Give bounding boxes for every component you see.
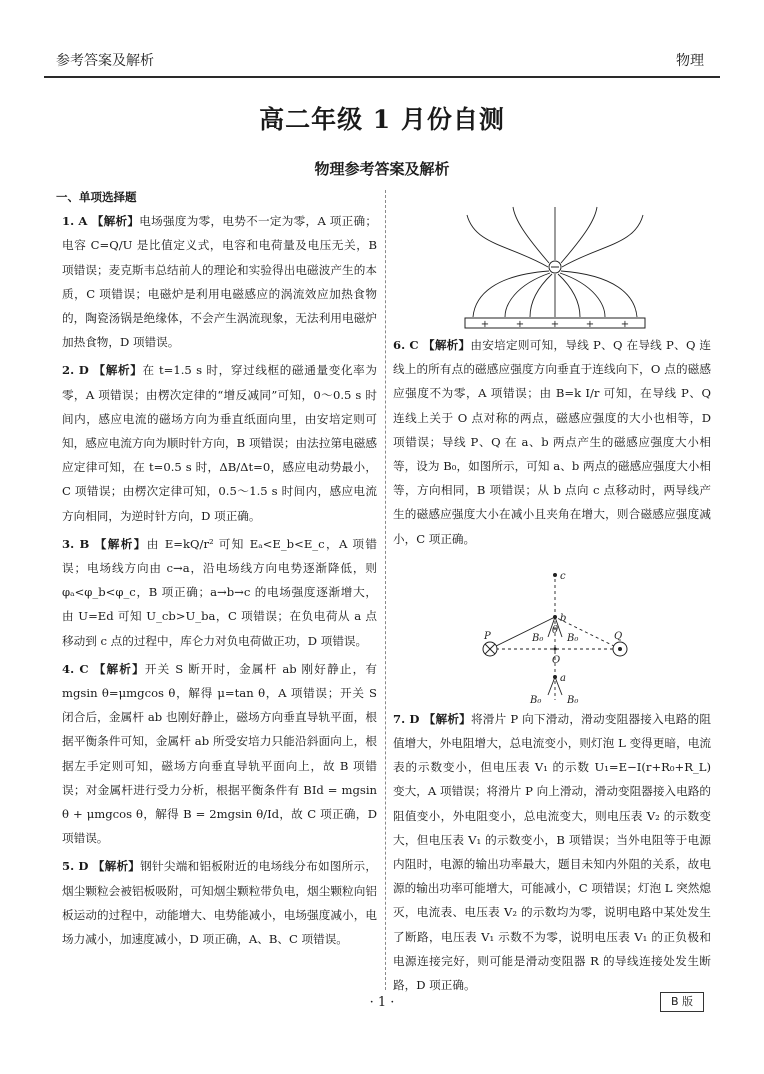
plus-sign: + xyxy=(620,319,630,330)
point-o xyxy=(553,647,556,650)
label-b: b xyxy=(560,613,567,624)
field-line xyxy=(561,207,597,263)
header-left-label: 参考答案及解析 xyxy=(56,53,154,69)
answer-text: 由安培定则可知，导线 P、Q 在导线 P、Q 连线上的所有点的磁感应强度方向垂直于连线向下，O 点的磁感应强度不为零，A 项错误；由 B=k I/r 可知，在导线 P、Q 连线上关于 O 点对称的两点，磁感应强度的大小也相等，D 项错误；导线 P、Q 在 a、b 两点产生的磁感应强度大小相等，设为 B₀，如图所示，可知 a、b 两点的磁感应强度大小相等，方向相同，B 项错误；从 b 点向 c 点移动时，两导线产生的磁感应强度大小在减小且夹角在增大，则合磁感应强度减小，C 项正确。 xyxy=(393,338,711,546)
answer-text: 由 E=kQ/r² 可知 Eₐ<E_b<E_c，A 项错误；电场线方向由 c→a，沿电场线方向电势逐渐降低，则 φₐ<φ_b<φ_c，B 项正确；a→b→c 的电场强度逐渐增大，由 U=Ed 可知 U_cb>U_ba，C 项错误；在负电荷从 a 点移动到 c 点的过程中，库仑力对负电荷做正功，D 项错误。 xyxy=(62,536,378,648)
answer-item-1 xyxy=(62,209,377,354)
a-vector-left xyxy=(548,677,555,695)
magnetic-field-figure xyxy=(470,565,640,705)
label-b0-left: B₀ xyxy=(532,633,544,644)
version-badge: B 版 xyxy=(660,992,704,1012)
label-b0-a-left: B₀ xyxy=(530,695,542,705)
answer-item-2 xyxy=(62,358,377,527)
answer-head: 1. A 【解析】 xyxy=(62,214,140,229)
plus-sign: + xyxy=(550,319,560,330)
answer-text: 在 t=1.5 s 时，穿过线框的磁通量变化率为零，A 项错误；由楞次定律的“增反减同”可知，0～0.5 s 时间内，感应电流的磁场方向为垂直纸面向里，由安培定则可知，感应电流方向为顺时针方向，B 项错误；由法拉第电磁感应定律可知，在 t=0.5 s 时，ΔB/Δt=0，感应电动势最小，C 项错误；由楞次定律可知，0.5～1.5 s 时间内，感应电流方向相同，为逆时针方向，D 项正确。 xyxy=(62,363,377,523)
answer-head: 3. B 【解析】 xyxy=(62,536,147,551)
answer-text: 电场强度为零，电势不一定为零，A 项正确；电容 C=Q/U 是比值定义式，电容和电荷量及电压无关，B 项错误；麦克斯韦总结前人的理论和实验得出电磁波产生的本质，C 项错误；电磁炉是利用电磁感应的涡流效应加热食物的，陶瓷汤锅是绝缘体，不会产生涡流现象，无法利用电磁炉加热食物，D 项错误。 xyxy=(62,214,378,350)
answer-item-4 xyxy=(62,657,377,851)
page-header xyxy=(44,40,720,78)
answer-item-5 xyxy=(62,854,377,951)
answer-text: 开关 S 断开时，金属杆 ab 刚好静止，有 mgsin θ=μmgcos θ，解得 μ=tan θ，A 项错误；开关 S 闭合后，金属杆 ab 也刚好静止，磁场方向垂直导轨平面，根据平衡条件可知，金属杆 ab 所受安培力只能沿斜面向上，根据左手定则可知，磁场方向垂直导轨平面向上，故 B 项错误；对金属杆进行受力分析，根据平衡条件有 BId = mgsin θ + μmgcos θ，解得 B = 2mgsin θ/Id，故 C 项正确，D 项错误。 xyxy=(62,661,377,846)
left-column xyxy=(56,185,378,951)
answer-head: 2. D 【解析】 xyxy=(62,363,143,378)
label-q: Q xyxy=(614,631,623,642)
point-b xyxy=(553,615,557,619)
plus-sign: + xyxy=(480,319,490,330)
page-subtitle: 物理参考答案及解析 xyxy=(314,160,450,178)
label-p: P xyxy=(484,631,491,642)
section-heading: 一、单项选择题 xyxy=(56,190,137,204)
label-b0-a-right: B₀ xyxy=(567,695,579,705)
answer-item-6 xyxy=(393,333,711,551)
field-line xyxy=(560,273,605,317)
point-a xyxy=(553,675,557,679)
plus-sign: + xyxy=(585,319,595,330)
answer-text: 钢针尖端和铝板附近的电场线分布如图所示，烟尘颗粒会被铝板吸附，可知烟尘颗粒带负电，烟尘颗粒向铝板运动的过程中，动能增大、电势能减小，电场强度减小，电场力减小，加速度减小，D 项正确，A、B、C 项错误。 xyxy=(62,859,377,947)
answer-head: 4. C 【解析】 xyxy=(62,661,145,676)
page-title: 高二年级 1 月份自测 xyxy=(259,105,505,134)
label-c: c xyxy=(560,571,566,582)
answer-head: 6. C 【解析】 xyxy=(393,338,471,352)
label-b0-right: B₀ xyxy=(567,633,579,644)
p-to-b xyxy=(490,617,555,649)
label-a: a xyxy=(560,673,566,684)
label-o: O xyxy=(552,655,561,666)
field-line xyxy=(513,207,549,263)
header-subject-label: 物理 xyxy=(676,53,704,69)
answer-head: 5. D 【解析】 xyxy=(62,859,141,874)
answer-head: 7. D 【解析】 xyxy=(393,711,471,726)
field-line xyxy=(562,215,643,267)
answer-item-3 xyxy=(62,532,377,653)
point-c xyxy=(553,573,557,577)
electric-field-figure xyxy=(455,205,655,335)
field-line xyxy=(467,215,548,267)
plus-sign: + xyxy=(515,319,525,330)
column-divider xyxy=(385,190,386,990)
page-number: · 1 · xyxy=(369,995,395,1010)
answer-item-7 xyxy=(393,707,711,997)
label-theta: θ xyxy=(552,625,559,636)
field-line xyxy=(505,273,550,317)
answer-text: 将滑片 P 向下滑动，滑动变阻器接入电路的阻值增大，外电阻增大，总电流变小，则灯泡 L 变得更暗，电流表的示数变小，但电压表 V₁ 的示数 U₁=E−I(r+R₀+R_L) 变大，A 项错误；将滑片 P 向上滑动，滑动变阻器接入电路的阻值变小，外电阻变小，总电流变大，则电压表 V₂ 的示数变大，但电压表 V₁ 的示数变小，B 项错误；当外电阻等于电源内阻时，电源的输出功率最大，题目未知内外阻的关系，故电源的输出功率可能增大，可能减小，C 项错误；灯泡 L 突然熄灭，电流表、电压表 V₂ 的示数均为零，说明电路中某处发生了断路，电压表 V₁ 示数不为零，说明电压表 V₁ 的正负极和电源连接完好，则可能是滑动变阻器 R 的导线连接处发生断路，D 项正确。 xyxy=(393,711,711,993)
